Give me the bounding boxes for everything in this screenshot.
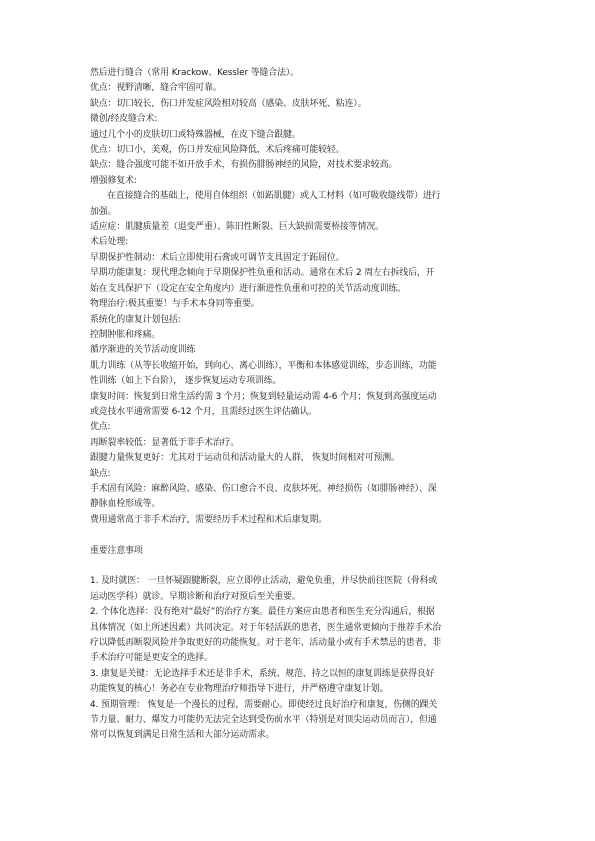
note-line: 具体情况（如上所述因素）共同决定。对于年轻活跃的患者，医生通常更倾向于推荐手术治 <box>90 622 441 633</box>
text-line: 然后进行缝合（常用 Krackow、Kessler 等缝合法）。 <box>90 68 299 78</box>
note-line: 3. 康复是关键：无论选择手术还是非手术，系统、规范、持之以恒的康复训练是获得良好 <box>90 668 435 679</box>
text-line: 缺点：切口较长，伤口并发症风险相对较高（感染、皮肤坏死、粘连）。 <box>90 98 367 109</box>
text-line: 通过几个小的皮肤切口或特殊器械，在皮下缝合跟腱。 <box>90 129 301 140</box>
note-line: 节力量、耐力、爆发力可能仍无法完全达到受伤前水平（特别是对顶尖运动员而言），但通 <box>90 715 437 726</box>
text-line: 优点：视野清晰，缝合牢固可靠。 <box>90 83 222 94</box>
text-line: 手术固有风险：麻醉风险、感染、伤口愈合不良、皮肤坏死、神经损伤（如腓肠神经）、深 <box>90 483 437 494</box>
note-line: 疗以降低再断裂风险并争取更好的功能恢复。对于老年、活动量小或有手术禁忌的患者，非 <box>90 638 441 648</box>
note-line: 手术治疗可能是更安全的选择。 <box>90 653 213 664</box>
subheading-line: 微创/经皮缝合术: <box>90 114 158 125</box>
text-line: 优点：切口小，美观，伤口并发症风险降低，术后疼痛可能较轻。 <box>90 145 345 156</box>
text-line: 适应症：肌腱质量差（退变严重）、陈旧性断裂、巨大缺损需要桥接等情况。 <box>90 222 384 233</box>
text-line: 再断裂率较低：显著低于非手术治疗。 <box>90 437 240 448</box>
text-line: 肌力训练（从等长收缩开始，到向心、离心训练），平衡和本体感觉训练，步态训练，功能 <box>90 360 437 371</box>
text-line: 缺点：缝合强度可能不如开放手术，有损伤腓肠神经的风险，对技术要求较高。 <box>90 160 398 171</box>
treatment-text-block <box>90 66 509 528</box>
text-line: 费用通常高于非手术治疗，需要经历手术过程和术后康复期。 <box>90 514 327 525</box>
text-line: 加强。 <box>90 206 117 217</box>
text-line: 控制肿胀和疼痛。 <box>90 329 161 340</box>
text-line: 康复时间：恢复到日常生活约需 3 个月；恢复到轻量运动需 4-6 个月；恢复到高强度运动 <box>90 391 437 402</box>
subheading-line: 术后处理: <box>90 237 128 248</box>
note-line: 常可以恢复到满足日常生活和大部分运动需求。 <box>90 730 275 741</box>
indented-text-line: 在直接缝合的基础上，使用自体组织（如跖肌腱）或人工材料（如可吸收缝线带）进行 <box>107 191 441 202</box>
text-line: 跟腱力量恢复更好：尤其对于运动员和活动量大的人群， 恢复时间相对可预测。 <box>90 453 400 464</box>
spacer <box>90 528 509 543</box>
note-line: 运动医学科）就诊。早期诊断和治疗对预后至关重要。 <box>90 591 301 602</box>
text-line: 或竞技水平通常需要 6-12 个月，且需经过医生评估确认。 <box>90 406 318 417</box>
document-page <box>90 66 509 744</box>
text-line: 始在支具保护下（设定在安全角度内）进行渐进性负重和可控的关节活动度训练。 <box>90 283 406 294</box>
note-line: 2. 个体化选择：没有绝对“最好”的治疗方案。最佳方案应由患者和医生充分沟通后，根据 <box>90 607 435 618</box>
note-line: 4. 预期管理： 恢复是一个漫长的过程，需要耐心。即使经过良好治疗和康复，伤侧的踝关 <box>90 699 438 710</box>
subheading-line: 增强修复术: <box>90 175 137 186</box>
text-line: 性训练（如上下台阶）， 逐步恢复运动专项训练。 <box>90 376 282 387</box>
text-line: 早期保护性制动：术后立即使用石膏或可调节支具固定于跖屈位。 <box>90 252 345 263</box>
text-line: 物理治疗:极其重要！与手术本身同等重要。 <box>90 299 260 310</box>
subheading-line: 缺点: <box>90 468 111 479</box>
text-line: 早期功能康复：现代理念倾向于早期保护性负重和活动。通常在术后 2 周左右拆线后，开 <box>90 268 435 279</box>
note-line: 1. 及时就医： 一旦怀疑跟腱断裂，应立即停止活动，避免负重，并尽快前往医院（骨科或 <box>90 576 438 587</box>
text-line: 循序渐进的关节活动度训练 <box>90 345 196 356</box>
notes-text-block <box>90 574 509 743</box>
text-line: 静脉血栓形成等。 <box>90 499 161 510</box>
subheading-line: 优点: <box>90 422 111 433</box>
section-title: 重要注意事项 <box>90 545 143 556</box>
note-line: 功能恢复的核心！务必在专业物理治疗师指导下进行，并严格遵守康复计划。 <box>90 684 389 695</box>
spacer <box>90 559 509 574</box>
text-line: 系统化的康复计划包括: <box>90 314 181 325</box>
